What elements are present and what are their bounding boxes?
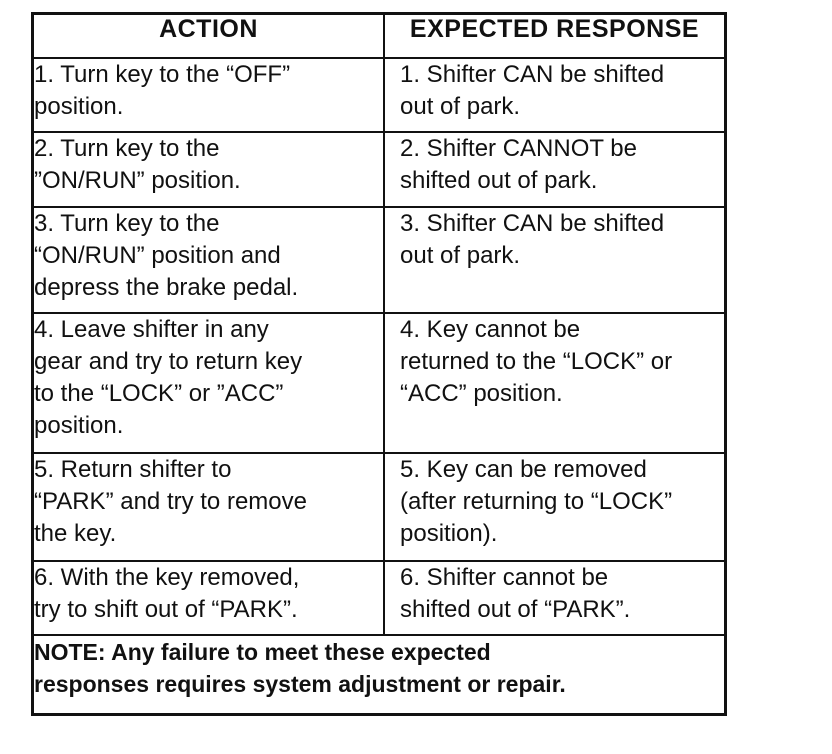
response-cell: 5. Key can be removed (after returning to “LOCK” position). <box>384 453 724 561</box>
table-header-row <box>34 15 724 58</box>
table-row <box>34 58 724 132</box>
column-header-action: ACTION <box>34 15 384 58</box>
table-row <box>34 561 724 635</box>
table-row <box>34 453 724 561</box>
action-cell: 3. Turn key to the “ON/RUN” position and depress the brake pedal. <box>34 207 384 313</box>
response-cell: 2. Shifter CANNOT be shifted out of park. <box>384 132 724 207</box>
response-cell: 6. Shifter cannot be shifted out of “PARK”. <box>384 561 724 635</box>
note-row <box>34 635 724 713</box>
column-header-expected-response: EXPECTED RESPONSE <box>384 15 724 58</box>
procedure-table-frame <box>31 12 727 716</box>
response-cell: 1. Shifter CAN be shifted out of park. <box>384 58 724 132</box>
response-cell: 4. Key cannot be returned to the “LOCK” or “ACC” position. <box>384 313 724 453</box>
table-row <box>34 207 724 313</box>
action-cell: 1. Turn key to the “OFF” position. <box>34 58 384 132</box>
table-row <box>34 313 724 453</box>
action-cell: 2. Turn key to the ”ON/RUN” position. <box>34 132 384 207</box>
action-cell: 6. With the key removed, try to shift out of “PARK”. <box>34 561 384 635</box>
action-cell: 4. Leave shifter in any gear and try to return key to the “LOCK” or ”ACC” position. <box>34 313 384 453</box>
action-cell: 5. Return shifter to “PARK” and try to remove the key. <box>34 453 384 561</box>
table-row <box>34 132 724 207</box>
key-shift-interlock-table <box>34 15 724 713</box>
response-cell: 3. Shifter CAN be shifted out of park. <box>384 207 724 313</box>
note-text: NOTE: Any failure to meet these expected responses requires system adjustment or repair. <box>34 635 724 713</box>
